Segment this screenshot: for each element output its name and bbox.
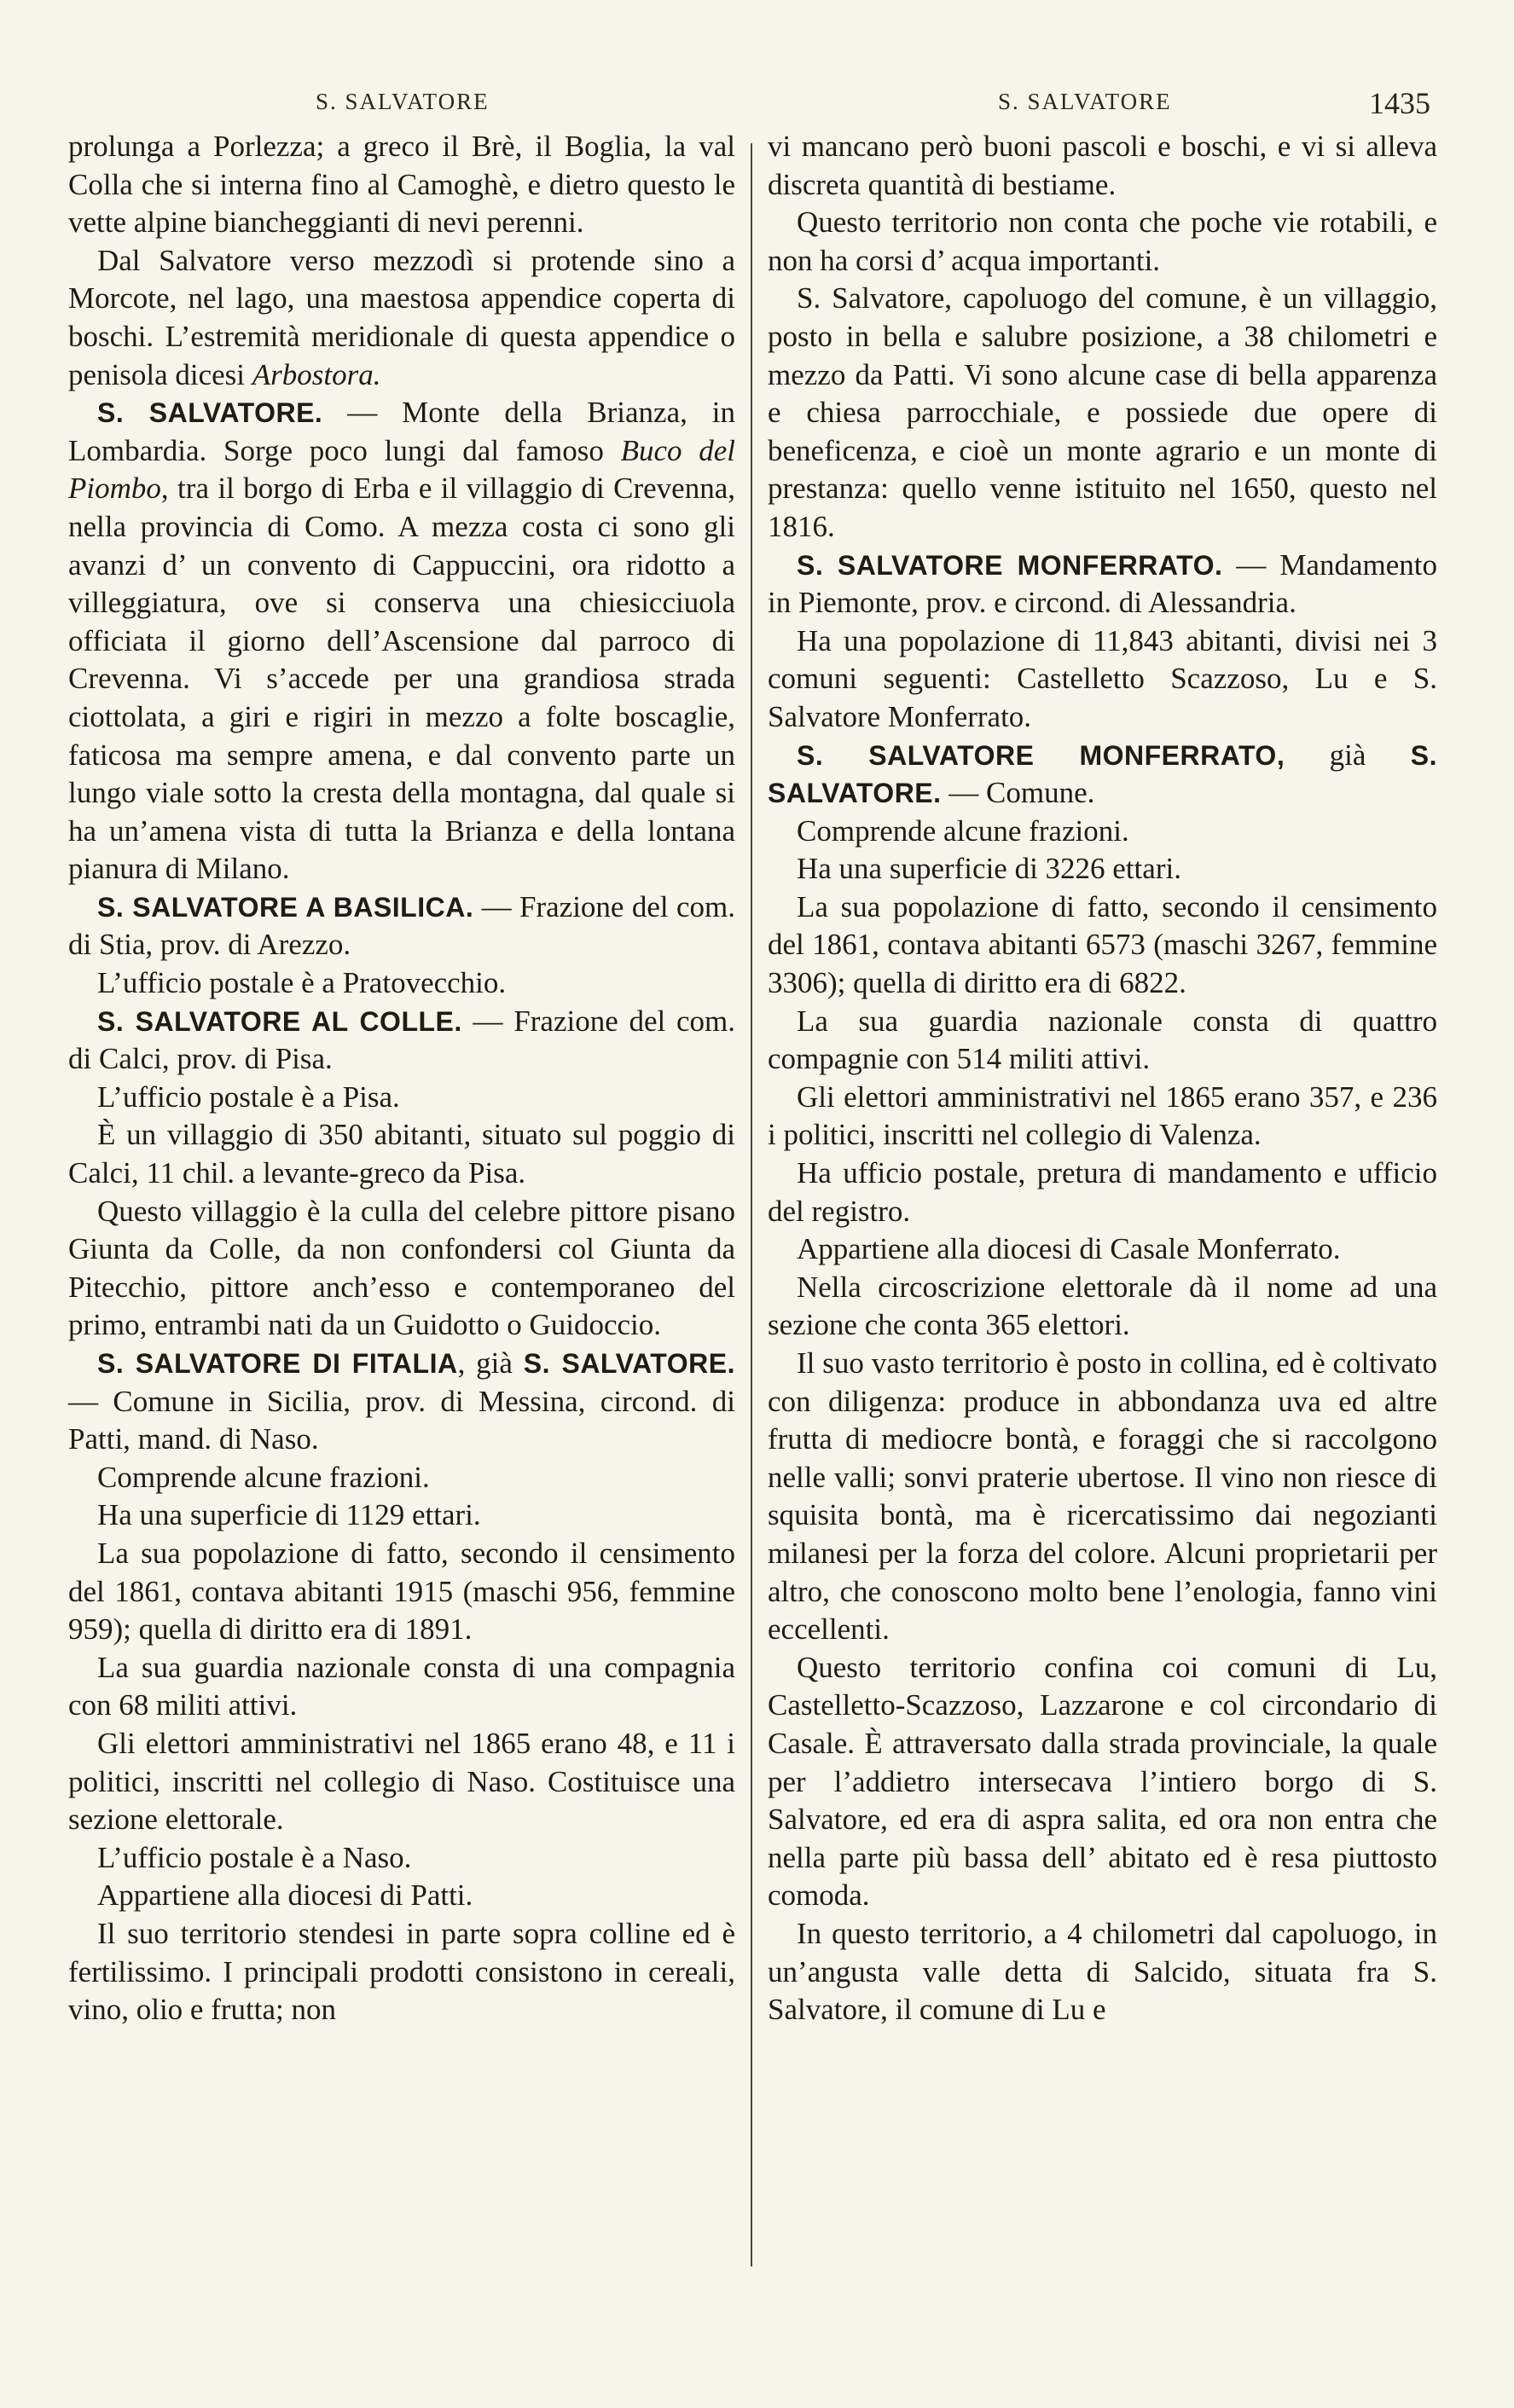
- paragraph: Ha una superficie di 1129 ettari.: [97, 1498, 481, 1532]
- entry-s-salvatore-monferrato-comune: S. SALVATORE MONFERRATO, già S. SALVATORE. — Comune.: [768, 738, 1437, 810]
- entry-headword: S. SALVATORE DI FITALIA: [97, 1348, 458, 1379]
- paragraph: Ha ufficio postale, pretura di mandamento e ufficio del registro.: [768, 1156, 1437, 1228]
- page-number: 1435: [1369, 86, 1430, 120]
- paragraph: In questo territorio, a 4 chilometri dal capoluogo, in un’angusta valle detta di Salcido, situata fra S. Salvatore, il comune di Lu e: [768, 1916, 1437, 2027]
- entry-headword: S. SALVATORE.: [97, 397, 323, 429]
- entry-headword: S. SALVATORE MONFERRATO,: [797, 739, 1285, 771]
- paragraph: Questo territorio non conta che poche vie rotabili, e non ha corsi d’ acqua importanti.: [768, 205, 1437, 277]
- paragraph: Ha una superficie di 3226 ettari.: [797, 852, 1181, 886]
- running-header-left: S. SALVATORE: [316, 89, 490, 114]
- paragraph: L’ufficio postale è a Pratovecchio.: [97, 966, 507, 1000]
- left-column: [68, 128, 735, 2029]
- paragraph: Ha una popolazione di 11,843 abitanti, divisi nei 3 comuni seguenti: Castelletto Scazzoso, Lu e S. Salvatore Monferrato.: [768, 623, 1437, 733]
- paragraph: Comprende alcune frazioni.: [797, 813, 1129, 848]
- paragraph: L’ufficio postale è a Pisa.: [97, 1080, 400, 1114]
- paragraph: vi mancano però buoni pascoli e boschi, e vi si alleva discreta quantità di bestiame.: [768, 130, 1437, 201]
- paragraph: prolunga a Porlezza; a greco il Brè, il Boglia, la val Colla che si interna fino al Camoghè, e dietro questo le vette alpine biancheggianti di nevi perenni.: [68, 130, 735, 240]
- paragraph: La sua popolazione di fatto, secondo il censimento del 1861, contava abitanti 6573 (maschi 3267, femmine 3306); quella di diritto era di 6822.: [768, 889, 1437, 1000]
- entry-headword: S. SALVATORE MONFERRATO.: [797, 549, 1223, 581]
- paragraph: Dal Salvatore verso mezzodì si protende sino a Morcote, nel lago, una maestosa appendice coperta di boschi. L’estremità meridionale di questa appendice o penisola dicesi Arbostora.: [68, 243, 735, 391]
- running-header-right: S. SALVATORE: [998, 89, 1172, 114]
- entry-headword: S. SALVATORE AL COLLE.: [97, 1005, 462, 1037]
- column-divider: [751, 143, 752, 2266]
- paragraph: Questo territorio confina coi comuni di Lu, Castelletto-Scazzoso, Lazzarone e col circondario di Casale. È attraversato dalla strada provinciale, la quale per l’addietro intersecava l’intiero borgo di S. Salvatore, ed era di aspra salita, ed ora non entra che nella parte più bassa dell’ abitato ed è resa piuttosto comoda.: [768, 1650, 1437, 1913]
- paragraph: La sua guardia nazionale consta di una compagnia con 68 militi attivi.: [68, 1650, 735, 1722]
- paragraph: La sua popolazione di fatto, secondo il censimento del 1861, contava abitanti 1915 (maschi 956, femmine 959); quella di diritto era di 1891.: [68, 1536, 735, 1647]
- paragraph: Nella circoscrizione elettorale dà il nome ad una sezione che conta 365 elettori.: [768, 1270, 1437, 1342]
- paragraph: Il suo vasto territorio è posto in collina, ed è coltivato con diligenza: produce in abbondanza uva ed altre frutta di mediocre bontà, e foraggi che si raccolgono nelle valli; sonvi praterie ubertose. Il vino non riesce di squisita bontà, ma è ricercatissimo dai negozianti milanesi per la forza del colore. Alcuni proprietarii per altro, che conoscono molto bene l’enologia, fanno vini eccellenti.: [768, 1346, 1437, 1647]
- entry-s-salvatore-a-basilica: S. SALVATORE A BASILICA. — Frazione del com. di Stia, prov. di Arezzo.: [68, 889, 736, 962]
- paragraph: S. Salvatore, capoluogo del comune, è un villaggio, posto in bella e salubre posizione, a 38 chilometri e mezzo da Patti. Vi sono alcune case di bella apparenza e chiesa parrocchiale, e possiede due opere di beneficenza, e cioè un monte agrario e un monte di prestanza: quello venne istituito nel 1650, questo nel 1816.: [768, 281, 1437, 543]
- paragraph: Appartiene alla diocesi di Patti.: [97, 1878, 473, 1913]
- paragraph: Questo villaggio è la culla del celebre pittore pisano Giunta da Colle, da non confondersi col Giunta da Pitecchio, pittore anch’esso e contemporaneo del primo, entrambi nati da un Guidotto o Guidoccio.: [68, 1194, 735, 1342]
- entry-s-salvatore-di-fitalia: S. SALVATORE DI FITALIA, già S. SALVATORE. — Comune in Sicilia, prov. di Messina, circond. di Patti, mand. di Naso.: [68, 1346, 736, 1456]
- entry-s-salvatore-al-colle: S. SALVATORE AL COLLE. — Frazione del com. di Calci, prov. di Pisa.: [68, 1004, 736, 1076]
- paragraph: È un villaggio di 350 abitanti, situato sul poggio di Calci, 11 chil. a levante-greco da Pisa.: [68, 1118, 735, 1190]
- paragraph: Gli elettori amministrativi nel 1865 erano 48, e 11 i politici, inscritti nel collegio di Naso. Costituisce una sezione elettorale.: [68, 1726, 735, 1837]
- paragraph: L’ufficio postale è a Naso.: [97, 1840, 412, 1874]
- entry-s-salvatore-monferrato-mandamento: S. SALVATORE MONFERRATO. — Mandamento in Piemonte, prov. e circond. di Alessandria.: [768, 547, 1437, 620]
- paragraph: Appartiene alla diocesi di Casale Monferrato.: [797, 1232, 1341, 1266]
- paragraph: Il suo territorio stendesi in parte sopra colline ed è fertilissimo. I principali prodotti consistono in cereali, vino, olio e frutta; non: [68, 1916, 735, 2027]
- entry-s-salvatore-brianza: S. SALVATORE. — Monte della Brianza, in Lombardia. Sorge poco lungi dal famoso Buco del Piombo, tra il borgo di Erba e il villaggio di Crevenna, nella provincia di Como. A mezza costa ci sono gli avanzi d’ un convento di Cappuccini, ora ridotto a villeggiatura, ove si conserva una chiesicciuola officiata il giorno dell’Ascensione dal parroco di Crevenna. Vi s’accede per una grandiosa strada ciottolata, a giri e rigiri in mezzo a folte boscaglie, faticosa ma sempre amena, e dal convento parte un lungo viale sotto la cresta della montagna, dal quale si ha un’amena vista di tutta la Brianza e della lontana pianura di Milano.: [68, 396, 736, 886]
- paragraph: Comprende alcune frazioni.: [97, 1460, 430, 1494]
- paragraph: La sua guardia nazionale consta di quattro compagnie con 514 militi attivi.: [768, 1004, 1437, 1076]
- entry-headword: S. SALVATORE A BASILICA.: [97, 891, 474, 923]
- right-column: [768, 128, 1437, 2029]
- paragraph: Gli elettori amministrativi nel 1865 erano 357, e 236 i politici, inscritti nel collegio di Valenza.: [768, 1080, 1437, 1152]
